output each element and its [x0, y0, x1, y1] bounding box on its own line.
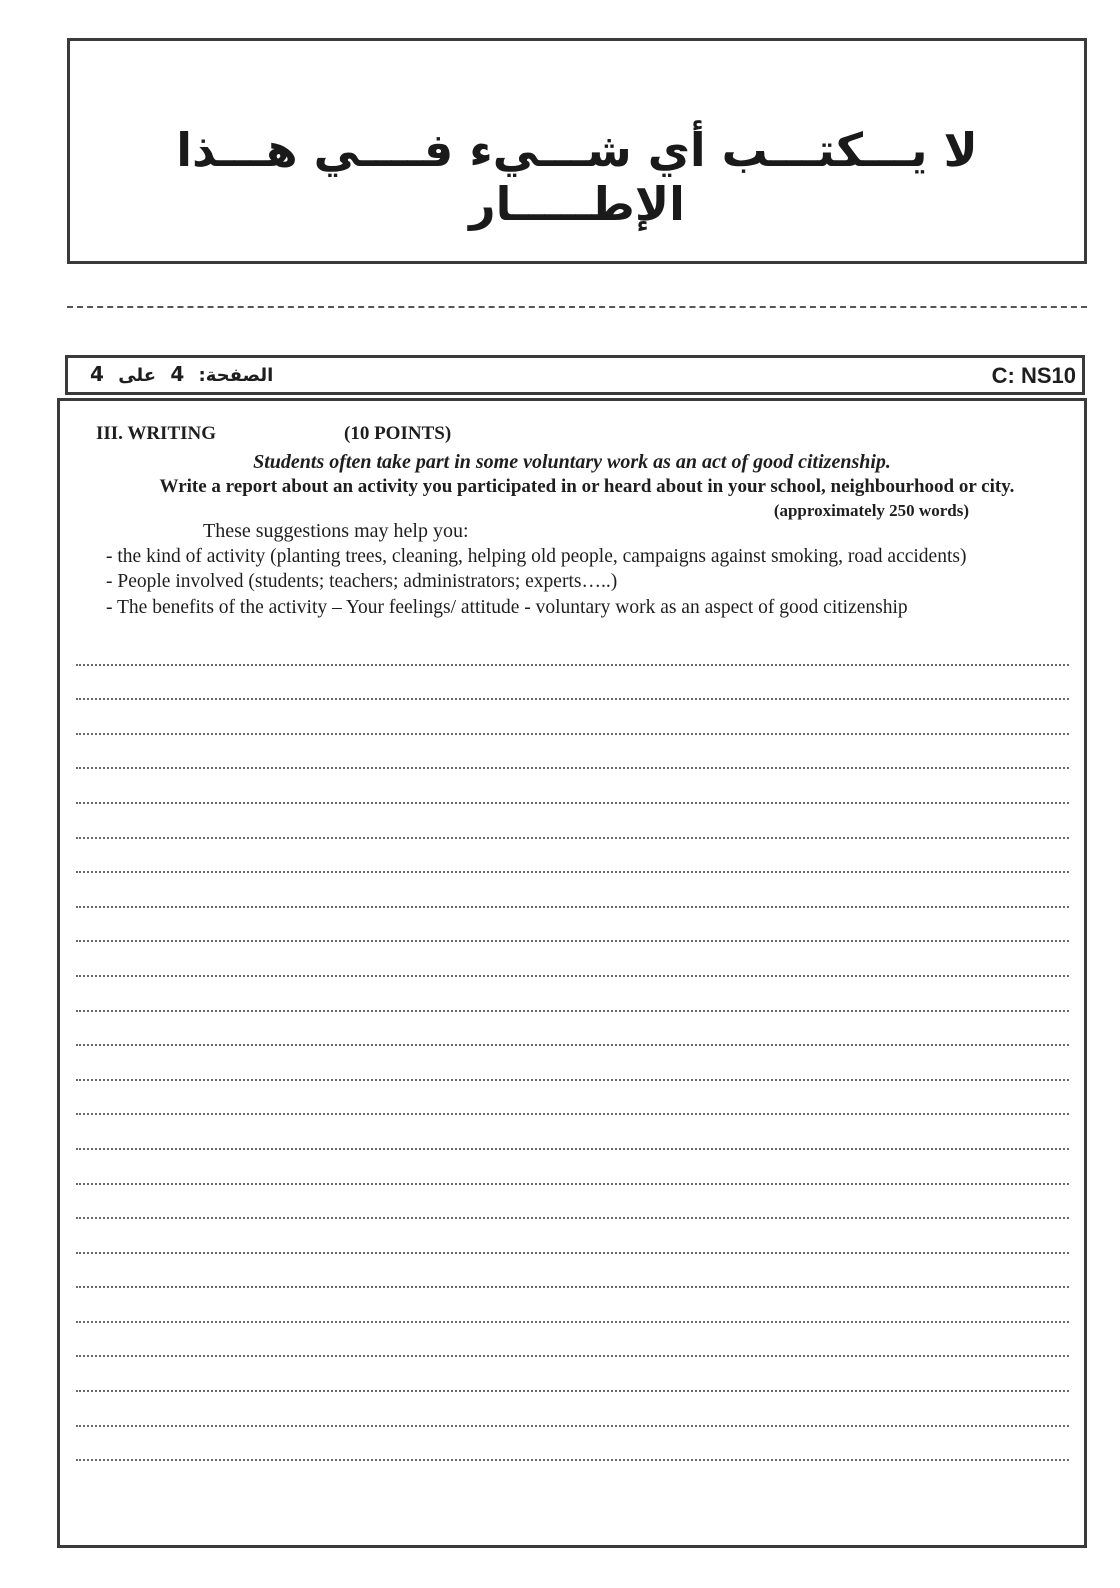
writing-section — [57, 398, 1087, 1548]
answer-line[interactable] — [76, 1225, 1069, 1260]
page-current: 4 — [170, 362, 185, 386]
suggestion-item: - People involved (students; teachers; administrators; experts…..) — [106, 571, 618, 592]
answer-line[interactable] — [76, 672, 1069, 707]
answer-line[interactable] — [76, 1433, 1069, 1468]
answer-line[interactable] — [76, 775, 1069, 810]
answer-line[interactable] — [76, 914, 1069, 949]
suggestion-item: - the kind of activity (planting trees, cleaning, helping old people, campaigns against smoking, road accidents) — [106, 546, 967, 567]
page-header-bar — [65, 355, 1085, 395]
answer-line[interactable] — [76, 706, 1069, 741]
section-title: III. WRITING — [96, 423, 217, 444]
exam-code: C: NS10 — [991, 363, 1076, 388]
section-points: (10 POINTS) — [344, 423, 452, 444]
answer-line[interactable] — [76, 879, 1069, 914]
page-word: الصفحة: — [198, 365, 274, 386]
answer-line[interactable] — [76, 1156, 1069, 1191]
answer-line[interactable] — [76, 810, 1069, 845]
page-of-word: على — [118, 365, 157, 386]
prompt-task: Write a report about an activity you participated in or heard about in your school, neighbourhood or city. — [159, 476, 1015, 497]
prompt-intro: Students often take part in some voluntary work as an act of good citizenship. — [253, 451, 891, 473]
answer-line[interactable] — [76, 948, 1069, 983]
page-number-label — [82, 362, 273, 386]
answer-line[interactable] — [76, 1191, 1069, 1226]
answer-line[interactable] — [76, 1329, 1069, 1364]
answer-line[interactable] — [76, 741, 1069, 776]
page-total: 4 — [90, 362, 104, 386]
do-not-write-warning: لا يـــكتـــب أي شـــيء فــــي هـــذا الإطـــــار — [176, 123, 978, 231]
answer-line[interactable] — [76, 1087, 1069, 1122]
suggestions-intro: These suggestions may help you: — [203, 520, 469, 542]
cut-line-divider — [67, 306, 1087, 308]
answer-line[interactable] — [76, 845, 1069, 880]
answer-line[interactable] — [76, 637, 1069, 672]
answer-line[interactable] — [76, 983, 1069, 1018]
do-not-write-frame — [67, 38, 1087, 264]
answer-line[interactable] — [76, 1398, 1069, 1433]
word-count-note: (approximately 250 words) — [773, 501, 969, 520]
answer-line[interactable] — [76, 1260, 1069, 1295]
suggestion-item: - The benefits of the activity – Your feelings/ attitude - voluntary work as an aspect of good citizenship — [106, 597, 908, 618]
answer-line[interactable] — [76, 1363, 1069, 1398]
answer-line[interactable] — [76, 1294, 1069, 1329]
answer-line[interactable] — [76, 1018, 1069, 1053]
answer-line[interactable] — [76, 1052, 1069, 1087]
answer-lines — [76, 637, 1069, 1467]
answer-line[interactable] — [76, 1121, 1069, 1156]
